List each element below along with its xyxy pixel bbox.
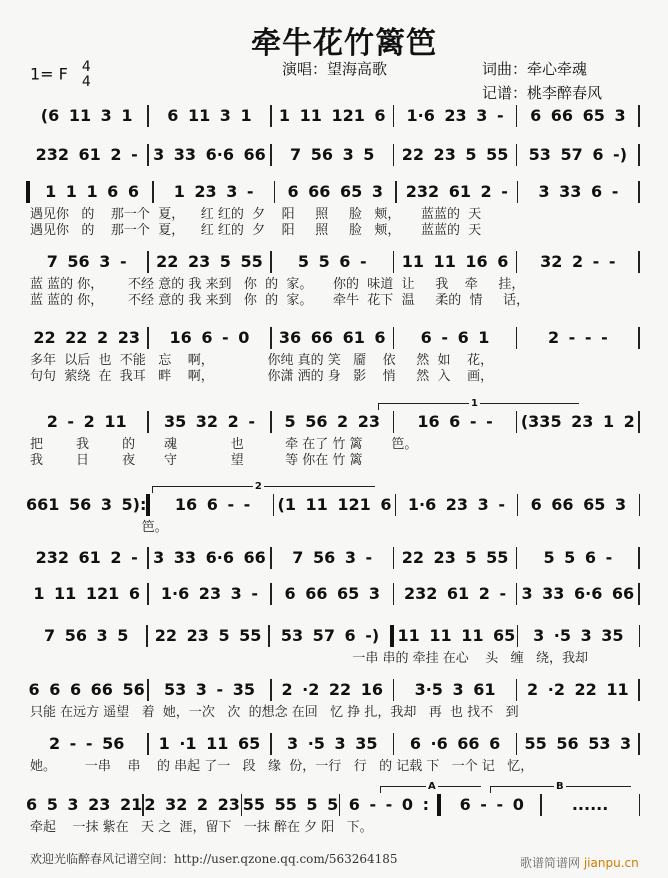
measure: 55 56 53 3 <box>524 734 632 753</box>
measure: 7 56 3 - <box>46 252 127 271</box>
lyric-line: 句句 萦绕 在 我耳 畔 啊， 你潇 洒的 身 影 悄 然 入 画， <box>30 369 494 384</box>
measure: ...... <box>571 795 609 814</box>
measure: 6 66 65 3 <box>284 584 380 603</box>
measure: 53 57 6 -) <box>528 145 627 164</box>
measure: (335 23 1 2 <box>520 412 635 431</box>
staff-row <box>26 105 640 127</box>
measure: 53 3 - 35 <box>163 680 255 699</box>
measure: 53 57 6 -) <box>280 626 380 645</box>
barline <box>639 494 641 516</box>
measure: 2 - - 56 <box>48 734 125 753</box>
footer-link[interactable]: 欢迎光临醉春风记谱空间：http://user.qzone.qq.com/563264185 <box>30 852 398 866</box>
staff-row <box>26 547 640 569</box>
lyric-line: 她。 一串 串 的 串起 了一 段 缘 份，一行 行 的 记载 下 一个 记 忆， <box>30 759 534 774</box>
measure: 3 33 6 - <box>538 182 619 201</box>
barline <box>638 547 640 569</box>
lyric-line: 蓝 蓝的 你， 不经 意的 我 来到 你 的 家。 你的 味道 让 我 牵 挂， <box>30 277 525 292</box>
measure: 55 55 5 5 <box>242 795 339 814</box>
volta-bracket <box>152 481 375 493</box>
staff-row <box>26 625 640 647</box>
singer: 演唱：望海高歌 <box>282 60 388 78</box>
lyric-line: 笆。 <box>30 520 168 535</box>
repeat-barline <box>390 625 394 647</box>
measure: 5 5 6 - <box>543 548 613 567</box>
barline <box>638 327 640 349</box>
watermark-cn: 歌谱简谱网 <box>520 856 581 870</box>
measure: 3 ·5 3 35 <box>287 734 378 753</box>
volta-label: B <box>556 781 564 792</box>
measure: 35 32 2 - <box>163 412 255 431</box>
staff-row <box>26 794 640 816</box>
barline <box>638 251 640 273</box>
time-top: 4 <box>81 59 91 75</box>
time-signature <box>82 60 91 90</box>
repeat-barline <box>437 794 441 816</box>
measure: 1 23 3 - <box>173 182 254 201</box>
measure: 22 22 2 23 <box>33 328 140 347</box>
measure: 1 11 121 6 <box>278 106 386 125</box>
measure: 16 6 - - <box>417 412 493 431</box>
measure: 6 - - 0 <box>459 795 524 814</box>
measure: 6 - - 0 : <box>348 795 429 814</box>
measure: 6 11 3 1 <box>167 106 252 125</box>
staff-row <box>26 411 640 433</box>
measure: 6 66 65 3 <box>530 495 627 514</box>
measure: 2 - 2 11 <box>46 412 127 431</box>
score-title: 牵牛花竹篱笆 <box>251 26 437 61</box>
staff-row <box>26 327 640 349</box>
staff-row <box>26 494 640 516</box>
measure: 6 66 65 3 <box>287 182 383 201</box>
measure: 6 5 3 23 21 <box>26 795 143 814</box>
measure: 6 - 6 1 <box>420 328 490 347</box>
measure: 22 23 5 55 <box>401 548 509 567</box>
staff-row <box>26 251 640 273</box>
staff-row <box>26 733 640 755</box>
volta-label: 2 <box>254 481 262 492</box>
barline <box>638 144 640 166</box>
measure: 1 1 1 6 6 <box>45 182 140 201</box>
staff-row <box>26 181 640 203</box>
measure: 2 32 2 23 <box>144 795 240 814</box>
measure: 1 11 121 6 <box>33 584 140 603</box>
measure: 1 ·1 11 65 <box>158 734 261 753</box>
measure: 5 5 6 - <box>297 252 367 271</box>
lyric-line: 遇见你 的 那一个 夏， 红 红的 夕 阳 照 脸 颊， 蓝蓝的 天 <box>30 223 482 238</box>
barline <box>638 679 640 701</box>
measure: 6 66 65 3 <box>530 106 626 125</box>
measure: 7 56 3 - <box>292 548 373 567</box>
staff-row <box>26 583 640 605</box>
volta-bracket <box>380 781 481 793</box>
key-signature <box>30 60 91 90</box>
measure: 1·6 23 3 - <box>406 106 504 125</box>
lyric-line: 只能 在远方 遥望 着 她，一次 次 的想念 在回 忆 挣 扎，我却 再 也 找不 到 <box>30 705 519 720</box>
measure: 3 ·5 3 35 <box>533 626 624 645</box>
barline <box>639 625 641 647</box>
measure: 3 33 6·6 66 <box>153 548 266 567</box>
measure: 1·6 23 3 - <box>160 584 258 603</box>
measure: 7 56 3 5 <box>44 626 129 645</box>
lyric-line: 多年 以后 也 不能 忘 啊， 你纯 真的 笑 靥 依 然 如 花， <box>30 353 494 368</box>
watermark-en: jianpu.cn <box>583 856 639 870</box>
volta-label: 1 <box>471 398 478 409</box>
lyric-line: 把 我 的 魂 也 牵 在了 竹 篱 笆。 <box>30 437 418 452</box>
measure: 232 61 2 - <box>403 584 507 603</box>
measure: (6 11 3 1 <box>40 106 133 125</box>
lyric-line: 我 日 夜 守 望 等 你在 竹 篱 <box>30 453 363 468</box>
measure: 2 ·2 22 16 <box>281 680 384 699</box>
staff-row <box>26 679 640 701</box>
lyric-line: 遇见你 的 那一个 夏， 红 红的 夕 阳 照 脸 颊， 蓝蓝的 天 <box>30 207 482 222</box>
lyric-line: 一串 串的 牵挂 在心 头 缠 绕，我却 <box>30 651 589 666</box>
measure: 1·6 23 3 - <box>407 495 505 514</box>
measure: 661 56 3 5): <box>26 495 147 514</box>
measure: 11 11 11 65 <box>397 626 516 645</box>
lyric-line: 蓝 蓝的 你， 不经 意的 我 来到 你 的 家。 牵牛 花下 温 柔的 情 话， <box>30 293 530 308</box>
transcriber: 记谱：桃李醉春风 <box>482 84 603 102</box>
repeat-barline <box>146 494 150 516</box>
barline <box>638 181 640 203</box>
measure: 11 11 16 6 <box>401 252 509 271</box>
measure: 16 6 - 0 <box>169 328 250 347</box>
measure: 232 61 2 - <box>35 548 138 567</box>
measure: 232 61 2 - <box>35 145 138 164</box>
measure: 7 56 3 5 <box>290 145 375 164</box>
measure: 3 33 6·6 66 <box>153 145 266 164</box>
measure: 22 23 5 55 <box>401 145 509 164</box>
measure: 36 66 61 6 <box>278 328 386 347</box>
volta-label: A <box>428 781 436 792</box>
measure: (1 11 121 6 <box>277 495 392 514</box>
staff-row <box>26 144 640 166</box>
measure: 5 56 2 23 <box>284 412 380 431</box>
measure: 16 6 - - <box>174 495 251 514</box>
measure: 2 - - - <box>547 328 608 347</box>
measure: 3·5 3 61 <box>414 680 496 699</box>
volta-bracket <box>378 398 579 410</box>
measure: 32 2 - - <box>540 252 616 271</box>
measure: 22 23 5 55 <box>154 626 262 645</box>
measure: 2 ·2 22 11 <box>527 680 629 699</box>
measure: 232 61 2 - <box>405 182 508 201</box>
volta-bracket <box>490 781 631 793</box>
barline <box>638 411 640 433</box>
barline <box>638 583 640 605</box>
barline <box>638 105 640 127</box>
measure: 6 6 6 66 56 <box>28 680 145 699</box>
repeat-start <box>26 181 30 203</box>
composer: 词曲：牵心牵魂 <box>482 60 588 78</box>
watermark <box>520 854 639 871</box>
measure: 22 23 5 55 <box>156 252 263 271</box>
barline <box>638 733 640 755</box>
key-label: 1= F <box>30 64 68 84</box>
measure: 6 ·6 66 6 <box>409 734 501 753</box>
lyric-line: 牵起 一抹 紫在 天 之 涯，留下 一抹 醉在 夕 阳 下。 <box>30 820 373 835</box>
barline <box>639 794 641 816</box>
measure: 3 33 6·6 66 <box>521 584 635 603</box>
time-bottom: 4 <box>81 74 91 90</box>
